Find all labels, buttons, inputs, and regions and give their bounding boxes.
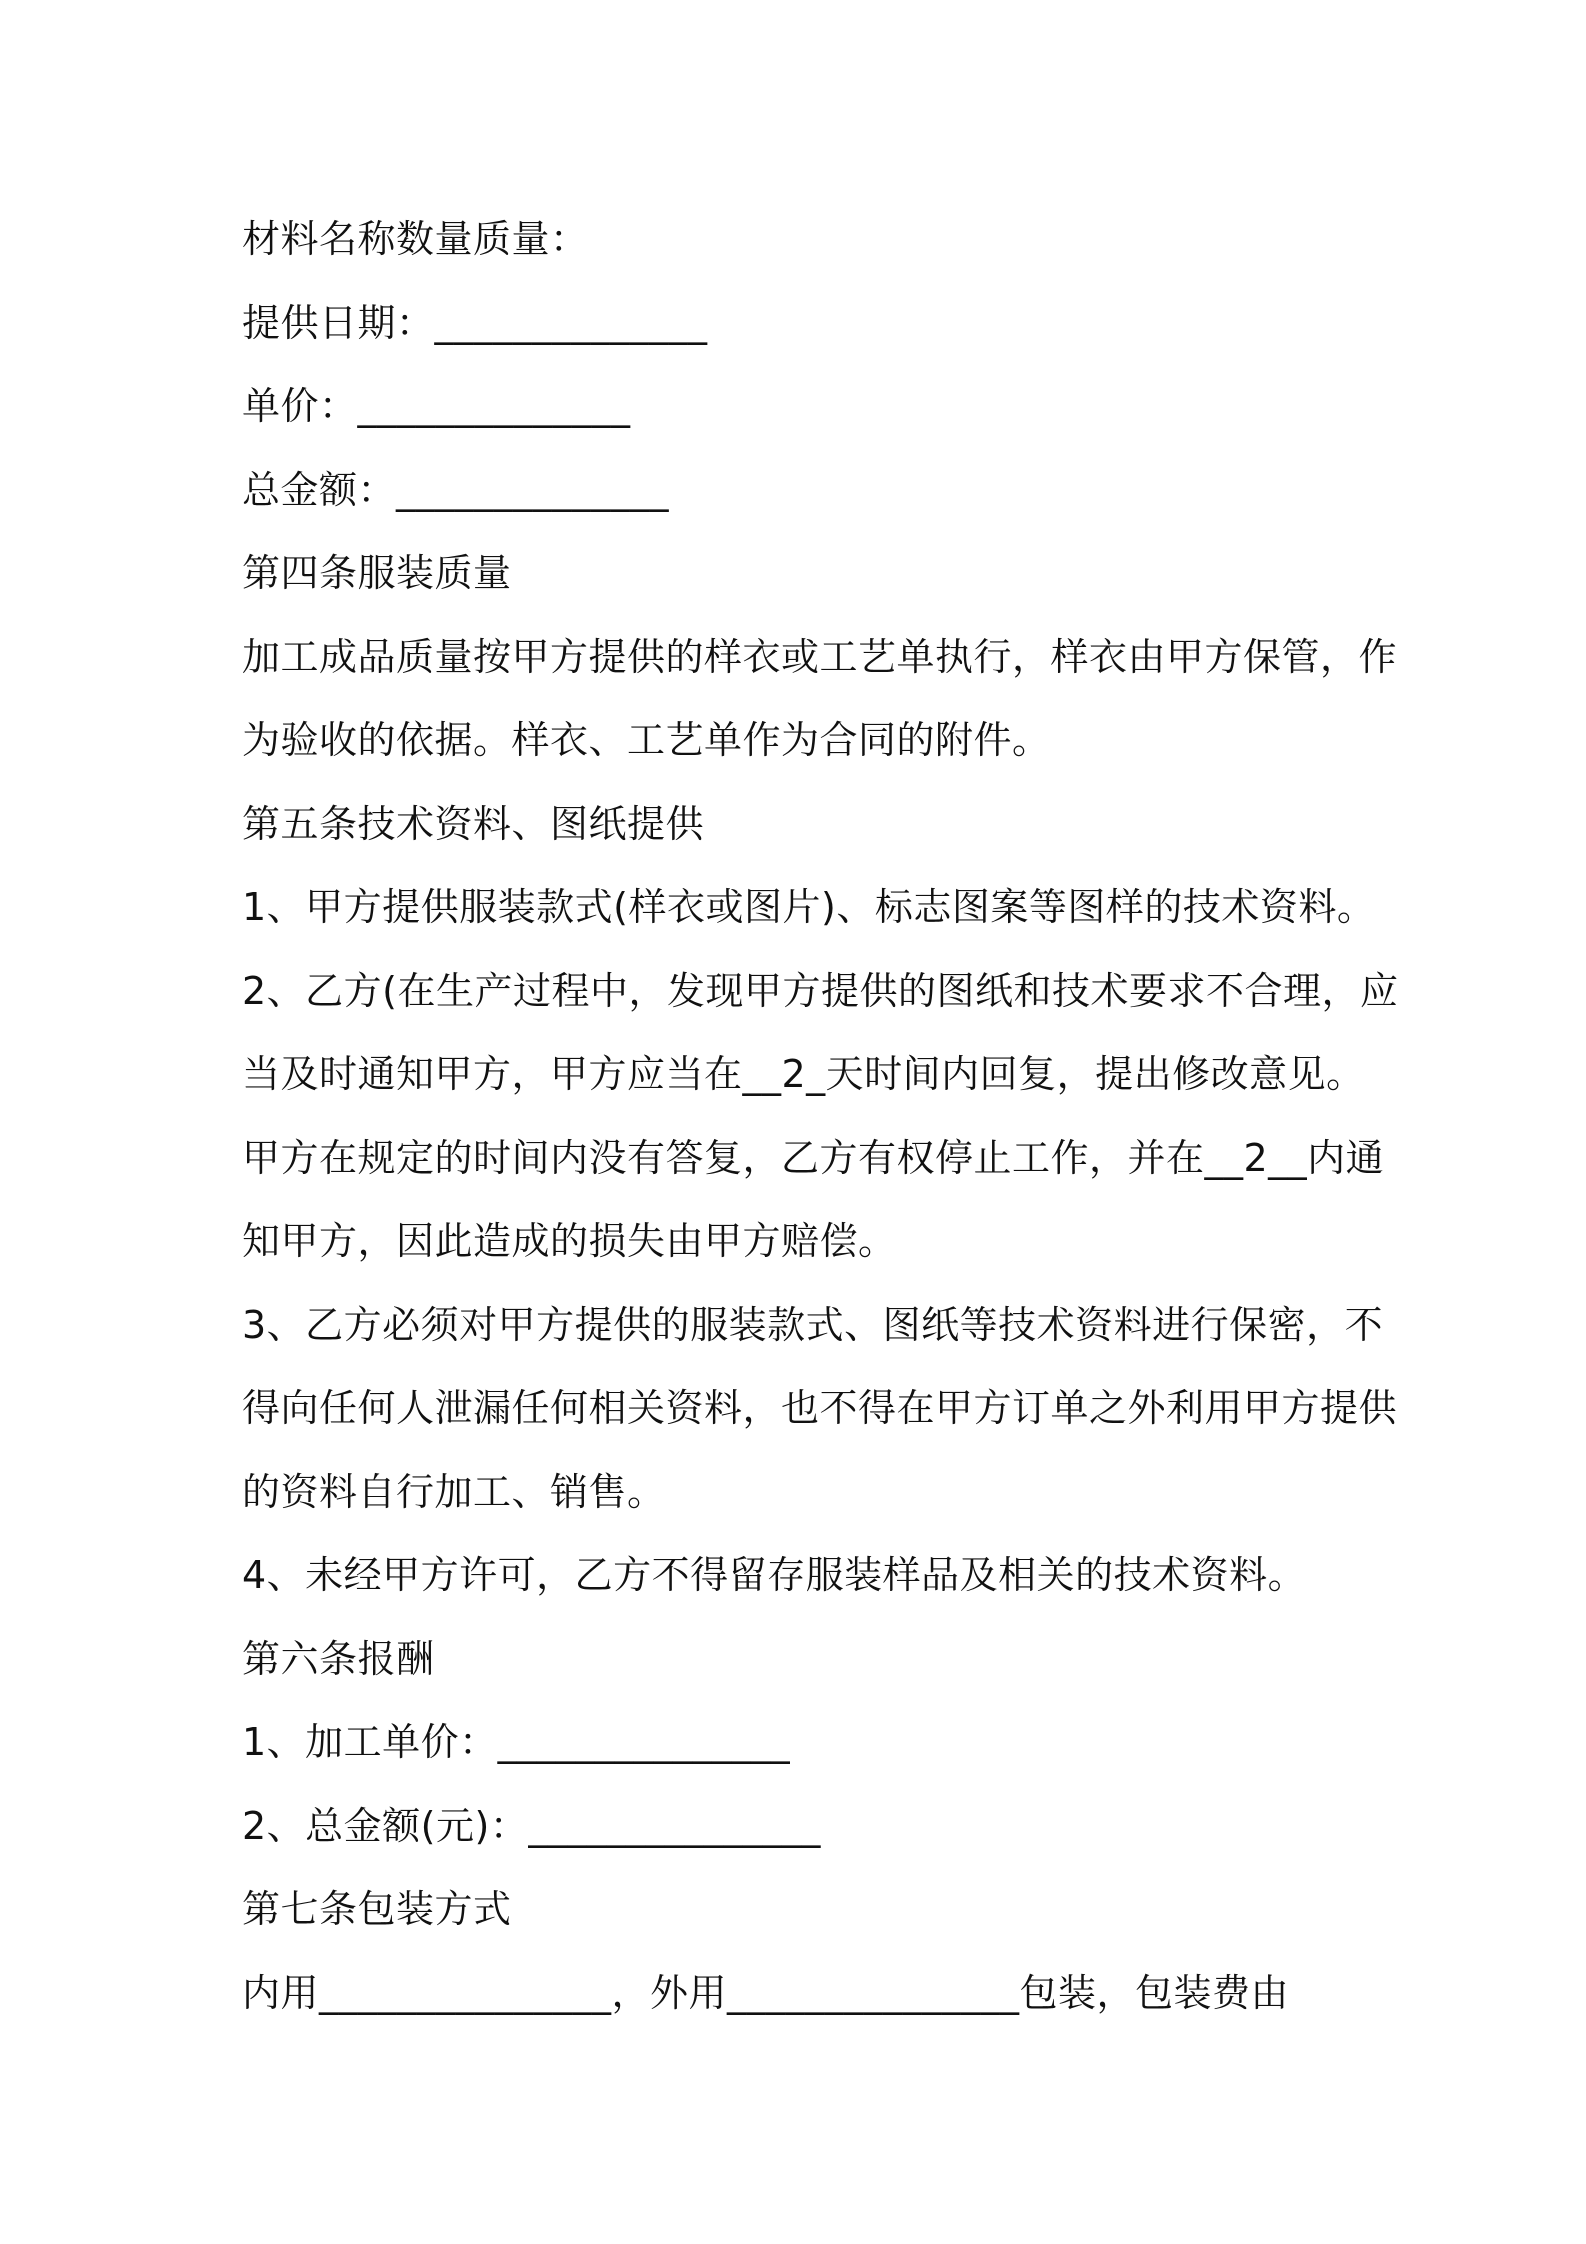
article-5-item-3-line-1: 3、乙方必须对甲方提供的服装款式、图纸等技术资料进行保密，不: [242, 1302, 1384, 1347]
supply-date-line: 提供日期：______________: [242, 300, 708, 345]
total-amount-yuan-line: 2、总金额(元)：_______________: [242, 1803, 821, 1848]
article-7-heading: 第七条包装方式: [242, 1887, 512, 1931]
packaging-method-line: 内用_______________，外用_______________包装，包装费由: [242, 1970, 1290, 2015]
document-body: [242, 198, 1399, 2035]
article-4-paragraph-line-2: 为验收的依据。样衣、工艺单作为合同的附件。: [242, 718, 1051, 762]
article-5-item-1: 1、甲方提供服装款式(样衣或图片)、标志图案等图样的技术资料。: [242, 885, 1376, 929]
article-5-item-2-line-2: 当及时通知甲方，甲方应当在__2_天时间内回复，提出修改意见。: [242, 1052, 1365, 1096]
article-4-heading: 第四条服装质量: [242, 551, 512, 595]
article-6-heading: 第六条报酬: [242, 1636, 435, 1681]
article-4-paragraph-line-1: 加工成品质量按甲方提供的样衣或工艺单执行，样衣由甲方保管，作: [242, 634, 1398, 679]
article-5-item-4: 4、未经甲方许可，乙方不得留存服装样品及相关的技术资料。: [242, 1553, 1307, 1597]
total-amount-line: 总金额：______________: [242, 467, 670, 512]
article-5-item-3-line-2: 得向任何人泄漏任何相关资料，也不得在甲方订单之外利用甲方提供: [242, 1386, 1398, 1430]
article-5-item-2-line-3: 甲方在规定的时间内没有答复，乙方有权停止工作，并在__2__内通: [242, 1135, 1385, 1180]
processing-unit-price-line: 1、加工单价：_______________: [242, 1720, 791, 1764]
article-5-item-3-line-3: 的资料自行加工、销售。: [242, 1469, 666, 1514]
article-5-heading: 第五条技术资料、图纸提供: [242, 801, 705, 846]
article-5-item-2-line-1: 2、乙方(在生产过程中，发现甲方提供的图纸和技术要求不合理，应: [242, 968, 1399, 1013]
unit-price-line: 单价：______________: [242, 384, 631, 428]
article-5-item-2-line-4: 知甲方，因此造成的损失由甲方赔偿。: [242, 1219, 897, 1263]
material-quantity-quality-line: 材料名称数量质量：: [242, 217, 589, 261]
